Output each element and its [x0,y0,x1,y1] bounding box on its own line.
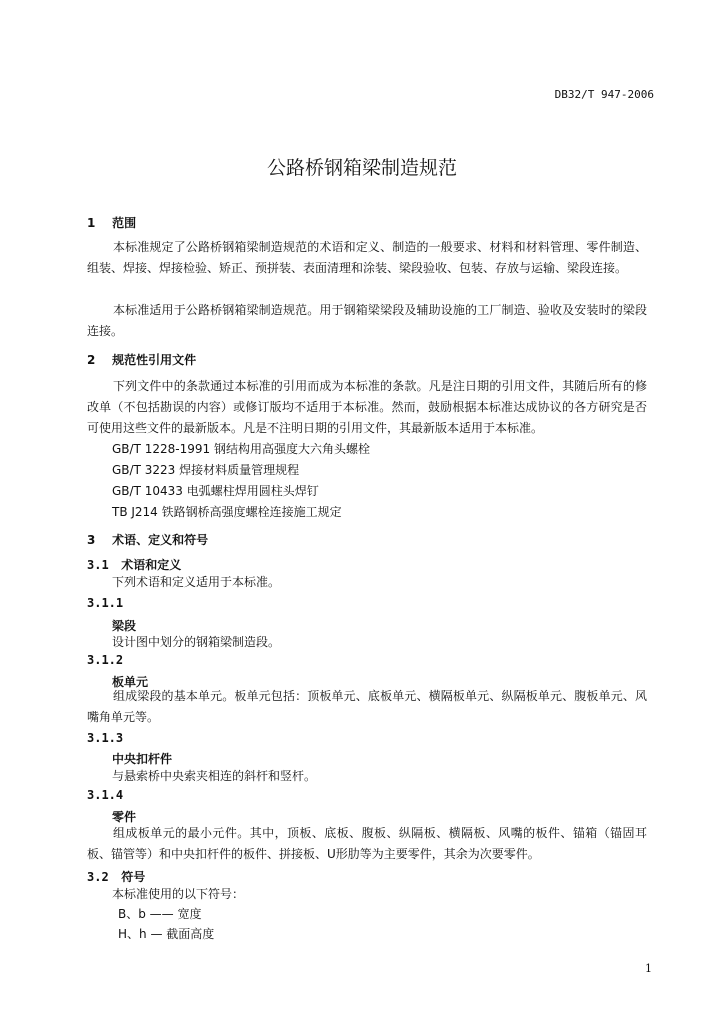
term-definition: 组成板单元的最小元件。其中，顶板、底板、腹板、纵隔板、横隔板、风嘴的板件、锚箱（锚固耳板、锚管等）和中央扣杆件的板件、拼接板、U形肋等为主要零件，其余为次要零件。 [87,826,647,861]
subsection-3-1-heading [87,556,181,573]
section-title: 范围 [112,216,137,230]
subsection-3-2-intro: 本标准使用的以下符号： [112,887,245,901]
reference-item: GB/T 10433 电弧螺柱焊用圆柱头焊钉 [112,484,319,498]
section-number: 3 [87,533,96,547]
term-number: 3.1.4 [87,788,124,802]
symbol-item: H、h — 截面高度 [118,927,215,941]
term-name: 板单元 [112,675,149,689]
document-title: 公路桥钢箱梁制造规范 [266,157,457,179]
section-number: 2 [87,353,96,367]
subsection-number: 3.2 [87,870,109,884]
section-3-heading [87,531,208,548]
section-1-paragraph-2: 本标准适用于公路桥钢箱梁制造规范。用于钢箱梁梁段及辅助设施的工厂制造、验收及安装时的梁段连接。 [87,303,647,338]
section-1-heading [87,214,136,231]
section-2-paragraph-1: 下列文件中的条款通过本标准的引用而成为本标准的条款。凡是注日期的引用文件，其随后所有的修改单（不包括勘误的内容）或修订版均不适用于本标准。然而，鼓励根据本标准达成协议的各方研究是否可使用这些文件的最新版本。凡是不注明日期的引用文件，其最新版本适用于本标准。 [87,379,647,435]
section-1-paragraph-1: 本标准规定了公路桥钢箱梁制造规范的术语和定义、制造的一般要求、材料和材料管理、零件制造、组装、焊接、焊接检验、矫正、预拼装、表面清理和涂装、梁段验收、包装、存放与运输、梁段连接。 [87,240,647,275]
section-2-heading [87,351,196,368]
term-name: 梁段 [112,619,137,633]
subsection-3-2-heading [87,868,145,885]
section-title: 规范性引用文件 [112,353,197,367]
reference-item: TB J214 铁路钢桥高强度螺栓连接施工规定 [112,505,342,519]
term-number: 3.1.2 [87,653,124,667]
section-title: 术语、定义和符号 [112,533,209,547]
symbol-item: B、b —— 宽度 [118,907,202,921]
section-number: 1 [87,216,96,230]
term-definition: 设计图中划分的钢箱梁制造段。 [112,635,281,649]
subsection-number: 3.1 [87,558,109,572]
term-number: 3.1.1 [87,596,124,610]
term-definition: 与悬索桥中央索夹相连的斜杆和竖杆。 [112,769,317,783]
term-number: 3.1.3 [87,731,124,745]
reference-item: GB/T 3223 焊接材料质量管理规程 [112,463,300,477]
standard-number: DB32/T 947-2006 [554,88,654,101]
reference-item: GB/T 1228-1991 钢结构用高强度大六角头螺栓 [112,442,370,456]
subsection-3-1-intro: 下列术语和定义适用于本标准。 [112,575,281,589]
subsection-title: 术语和定义 [121,558,182,572]
term-name: 零件 [112,810,137,824]
page-number: 1 [645,962,652,975]
term-definition: 组成梁段的基本单元。板单元包括：顶板单元、底板单元、横隔板单元、纵隔板单元、腹板单元、风嘴角单元等。 [87,689,647,724]
subsection-title: 符号 [121,870,146,884]
term-name: 中央扣杆件 [112,752,173,766]
